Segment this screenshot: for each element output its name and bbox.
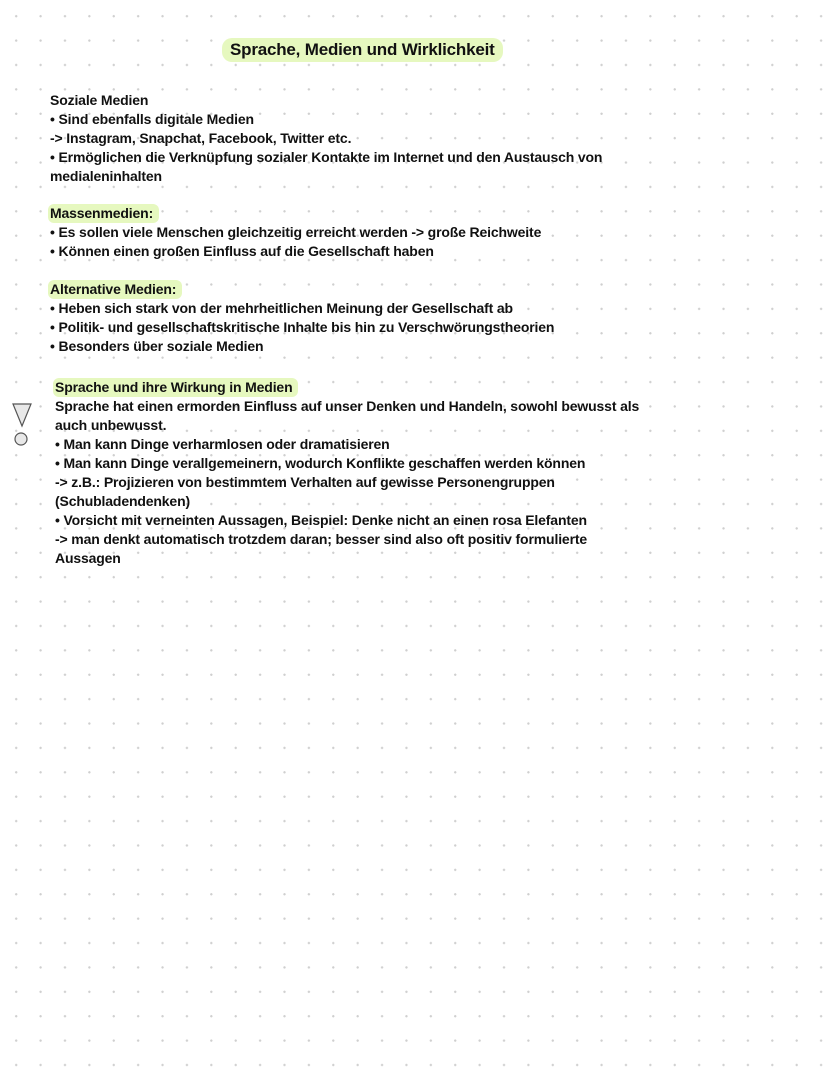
note-line: • Man kann Dinge verallgemeinern, wodurch Konflikte geschaffen werden können	[55, 455, 586, 471]
note-line: • Besonders über soziale Medien	[50, 338, 264, 354]
note-line: • Heben sich stark von der mehrheitlichen Meinung der Gesellschaft ab	[50, 300, 513, 316]
note-line: medialeninhalten	[50, 168, 162, 184]
section-heading: Soziale Medien	[50, 92, 149, 108]
note-line: auch unbewusst.	[55, 417, 167, 433]
section-heading: Alternative Medien:	[48, 280, 182, 299]
note-line: (Schubladendenken)	[55, 493, 190, 509]
page-title: Sprache, Medien und Wirklichkeit	[222, 38, 503, 62]
section-heading: Massenmedien:	[48, 204, 159, 223]
section-alternative-medien	[50, 280, 554, 356]
note-line: • Vorsicht mit verneinten Aussagen, Beispiel: Denke nicht an einen rosa Elefanten	[55, 512, 587, 528]
note-line: Aussagen	[55, 550, 121, 566]
section-sprache-wirkung	[55, 378, 639, 568]
note-line: -> man denkt automatisch trotzdem daran; besser sind also oft positiv formulierte	[55, 531, 588, 547]
note-line: Sprache hat einen ermorden Einfluss auf unser Denken und Handeln, sowohl bewusst als	[55, 398, 640, 414]
note-line: -> z.B.: Projizieren von bestimmtem Verhalten auf gewisse Personengruppen	[55, 474, 555, 490]
section-heading: Sprache und ihre Wirkung in Medien	[53, 378, 298, 397]
note-line: • Sind ebenfalls digitale Medien	[50, 111, 254, 127]
note-line: • Ermöglichen die Verknüpfung sozialer Kontakte im Internet und den Austausch von	[50, 149, 603, 165]
note-line: -> Instagram, Snapchat, Facebook, Twitter etc.	[50, 130, 352, 146]
note-line: • Können einen großen Einfluss auf die Gesellschaft haben	[50, 243, 434, 259]
note-line: • Politik- und gesellschaftskritische Inhalte bis hin zu Verschwörungstheorien	[50, 319, 555, 335]
section-massenmedien	[50, 204, 541, 261]
note-line: • Es sollen viele Menschen gleichzeitig erreicht werden -> große Reichweite	[50, 224, 542, 240]
section-soziale-medien	[50, 91, 602, 186]
note-line: • Man kann Dinge verharmlosen oder dramatisieren	[55, 436, 390, 452]
exclamation-icon	[11, 402, 33, 448]
